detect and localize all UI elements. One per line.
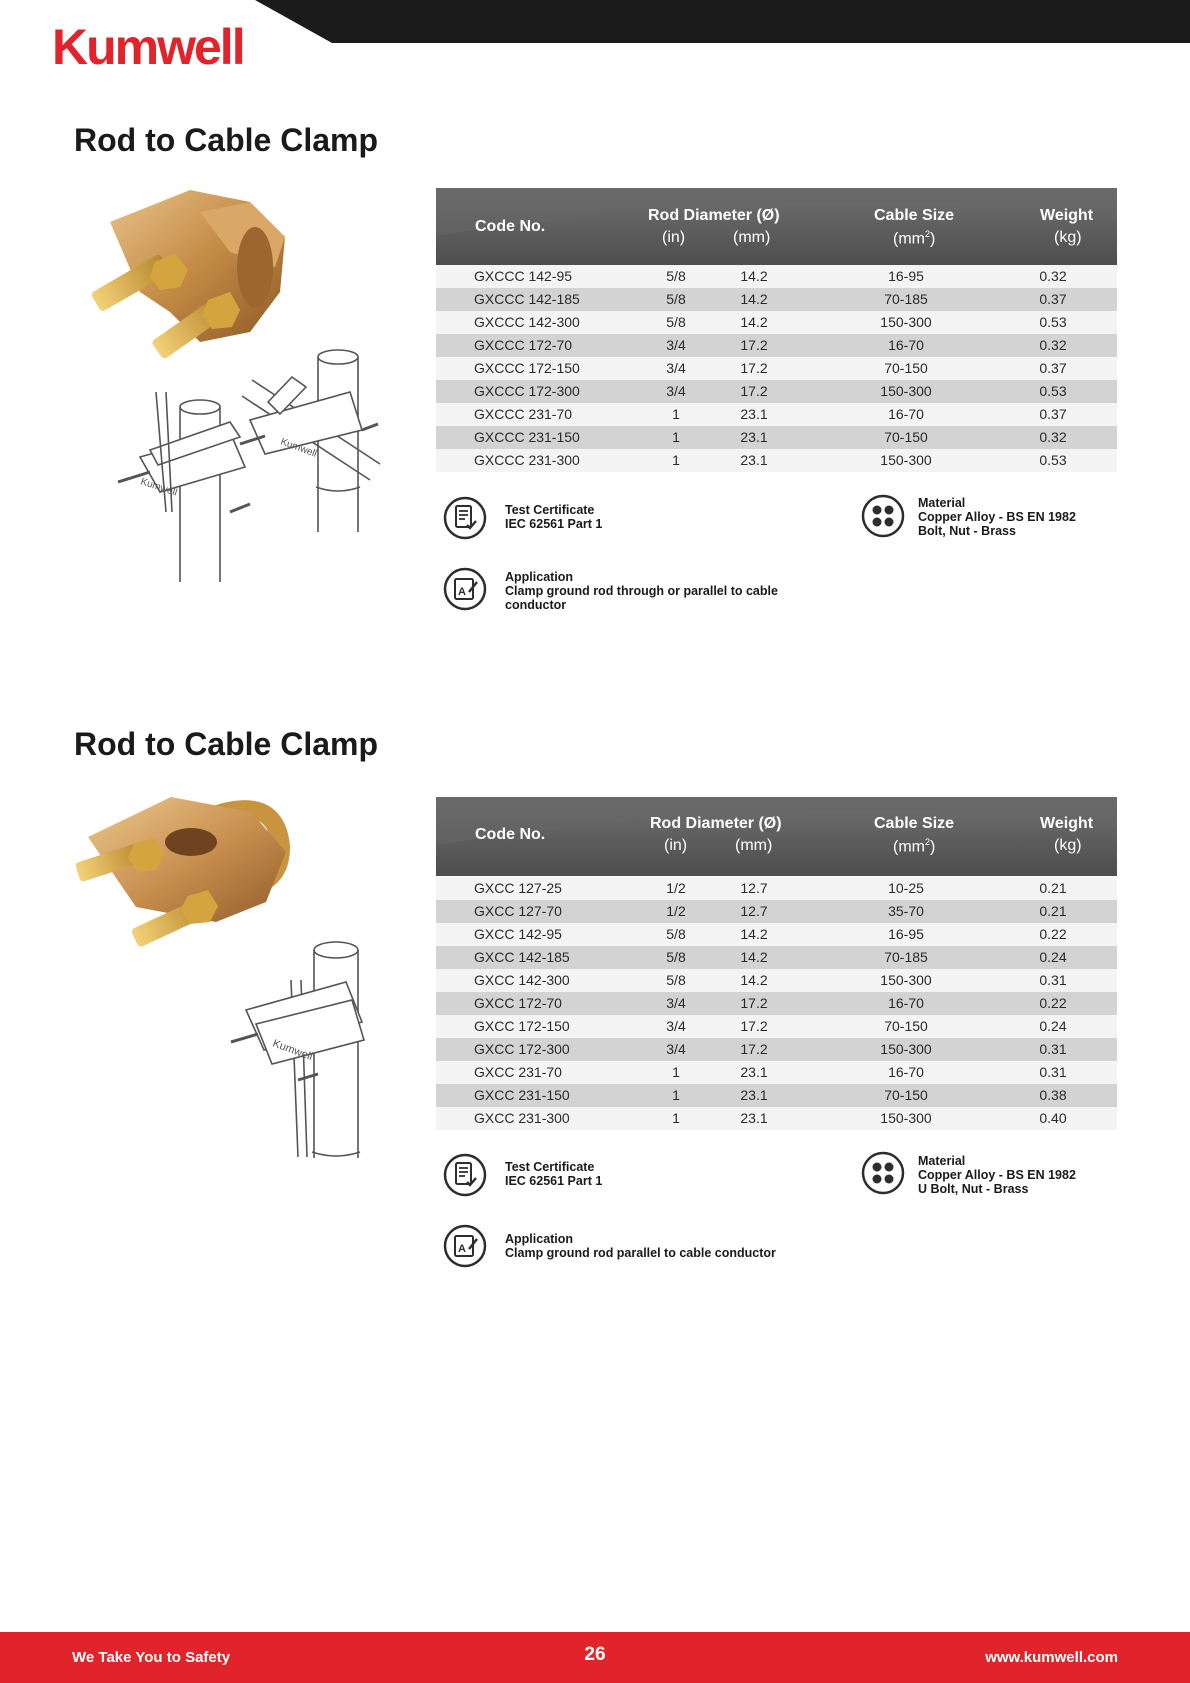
certificate-icon xyxy=(443,1153,487,1197)
cell-code: GXCCC 142-185 xyxy=(474,291,580,307)
cell-weight: 0.32 xyxy=(1039,429,1067,445)
svg-text:A: A xyxy=(458,586,466,598)
material-label: Material xyxy=(918,496,966,510)
cell-weight: 0.53 xyxy=(1039,383,1067,399)
cell-code: GXCCC 142-95 xyxy=(474,268,573,284)
application-line-1: Clamp ground rod parallel to cable conductor xyxy=(505,1246,776,1260)
cell-cable-size: 150-300 xyxy=(880,972,932,988)
cell-rod-mm: 14.2 xyxy=(740,972,768,988)
material-line-1: Copper Alloy - BS EN 1982 xyxy=(918,1168,1076,1182)
table-row xyxy=(436,403,1117,426)
rod-to-cable-clamp-illustration xyxy=(76,792,396,1172)
application-label: Application xyxy=(505,570,574,584)
cell-cable-size: 150-300 xyxy=(880,383,932,399)
certificate-label: Test Certificate xyxy=(505,503,595,517)
cell-weight: 0.32 xyxy=(1039,268,1067,284)
cell-rod-mm: 17.2 xyxy=(740,1018,768,1034)
application-line-2: conductor xyxy=(505,598,567,612)
table-row xyxy=(436,265,1117,288)
table-row xyxy=(436,946,1117,969)
cell-rod-mm: 23.1 xyxy=(740,1110,768,1126)
cell-weight: 0.38 xyxy=(1039,1087,1067,1103)
cell-weight: 0.53 xyxy=(1039,452,1067,468)
footer-tagline: We Take You to Safety xyxy=(72,1649,231,1666)
cell-cable-size: 70-150 xyxy=(884,429,928,445)
cell-code: GXCCC 231-70 xyxy=(474,406,573,422)
cell-weight: 0.21 xyxy=(1039,880,1067,896)
table-row xyxy=(436,311,1117,334)
cell-code: GXCC 142-185 xyxy=(474,949,570,965)
cell-weight: 0.53 xyxy=(1039,314,1067,330)
table-row xyxy=(436,900,1117,923)
cell-cable-size: 150-300 xyxy=(880,1110,932,1126)
cell-rod-mm: 23.1 xyxy=(740,406,768,422)
col-header-code: Code No. xyxy=(475,218,546,235)
cell-rod-in: 3/4 xyxy=(666,383,686,399)
cell-weight: 0.24 xyxy=(1039,949,1067,965)
cell-cable-size: 70-150 xyxy=(884,360,928,376)
cell-rod-mm: 14.2 xyxy=(740,268,768,284)
table-row xyxy=(436,334,1117,357)
table-row xyxy=(436,288,1117,311)
cell-weight: 0.40 xyxy=(1039,1110,1067,1126)
cell-rod-mm: 23.1 xyxy=(740,429,768,445)
section-title: Rod to Cable Clamp xyxy=(74,726,379,762)
col-header-rod-mm: (mm) xyxy=(735,837,773,854)
material-block xyxy=(918,496,1076,538)
cell-cable-size: 10-25 xyxy=(888,880,924,896)
cell-rod-mm: 14.2 xyxy=(740,314,768,330)
cell-rod-mm: 17.2 xyxy=(740,995,768,1011)
cell-weight: 0.22 xyxy=(1039,995,1067,1011)
illustration-brand-text: Kumwell xyxy=(278,436,319,460)
cell-code: GXCCC 231-300 xyxy=(474,452,580,468)
col-header-rod-mm: (mm) xyxy=(733,229,771,246)
cell-cable-size: 150-300 xyxy=(880,1041,932,1057)
col-header-cable-size: Cable Size xyxy=(874,207,955,224)
table-row xyxy=(436,449,1117,472)
application-block xyxy=(505,570,778,612)
cell-weight: 0.37 xyxy=(1039,360,1067,376)
cell-rod-in: 1 xyxy=(672,429,680,445)
spec-table-header xyxy=(436,797,1117,876)
cell-code: GXCCC 172-300 xyxy=(474,383,580,399)
material-icon xyxy=(861,1151,905,1195)
col-header-rod-in: (in) xyxy=(664,837,688,854)
cell-rod-in: 1/2 xyxy=(666,903,686,919)
cell-rod-in: 1/2 xyxy=(666,880,686,896)
cell-cable-size: 70-150 xyxy=(884,1087,928,1103)
cell-rod-mm: 17.2 xyxy=(740,337,768,353)
table-row xyxy=(436,877,1117,900)
cell-rod-in: 1 xyxy=(672,452,680,468)
spec-table-header xyxy=(436,188,1117,267)
cell-rod-mm: 23.1 xyxy=(740,1064,768,1080)
certificate-label: Test Certificate xyxy=(505,1160,595,1174)
cell-cable-size: 16-70 xyxy=(888,337,924,353)
col-header-code: Code No. xyxy=(475,826,546,843)
table-row xyxy=(436,426,1117,449)
cell-rod-in: 5/8 xyxy=(666,949,686,965)
cell-rod-mm: 14.2 xyxy=(740,926,768,942)
col-header-weight: Weight xyxy=(1040,815,1094,832)
cell-cable-size: 16-70 xyxy=(888,1064,924,1080)
cell-weight: 0.31 xyxy=(1039,1064,1067,1080)
table-row xyxy=(436,1038,1117,1061)
material-line-2: U Bolt, Nut - Brass xyxy=(918,1182,1029,1196)
cell-rod-in: 5/8 xyxy=(666,972,686,988)
illustration-brand-text: Kumwell xyxy=(139,476,179,499)
col-header-rod-diameter: Rod Diameter (Ø) xyxy=(648,207,780,224)
cell-weight: 0.31 xyxy=(1039,1041,1067,1057)
application-line-1: Clamp ground rod through or parallel to cable xyxy=(505,584,778,598)
cell-weight: 0.37 xyxy=(1039,291,1067,307)
material-block xyxy=(918,1154,1076,1196)
col-header-rod-diameter: Rod Diameter (Ø) xyxy=(650,815,782,832)
table-row xyxy=(436,992,1117,1015)
cell-rod-mm: 12.7 xyxy=(740,903,768,919)
application-icon xyxy=(443,1224,487,1268)
cell-cable-size: 16-95 xyxy=(888,268,924,284)
cell-rod-in: 3/4 xyxy=(666,360,686,376)
col-header-weight-unit: (kg) xyxy=(1054,229,1082,246)
cell-rod-mm: 17.2 xyxy=(740,360,768,376)
section-title: Rod to Cable Clamp xyxy=(74,122,379,158)
cell-rod-in: 3/4 xyxy=(666,995,686,1011)
cell-rod-mm: 23.1 xyxy=(740,1087,768,1103)
cell-rod-in: 5/8 xyxy=(666,291,686,307)
cell-code: GXCC 172-150 xyxy=(474,1018,570,1034)
cell-weight: 0.22 xyxy=(1039,926,1067,942)
cell-rod-mm: 12.7 xyxy=(740,880,768,896)
material-line-1: Copper Alloy - BS EN 1982 xyxy=(918,510,1076,524)
cell-rod-mm: 14.2 xyxy=(740,949,768,965)
col-header-cable-size: Cable Size xyxy=(874,815,955,832)
spec-table-body xyxy=(436,877,1117,1130)
table-row xyxy=(436,380,1117,403)
cell-cable-size: 70-185 xyxy=(884,291,928,307)
table-row xyxy=(436,1107,1117,1130)
cell-cable-size: 16-70 xyxy=(888,995,924,1011)
cell-code: GXCCC 231-150 xyxy=(474,429,580,445)
test-certificate-block xyxy=(505,1160,602,1188)
cell-rod-mm: 23.1 xyxy=(740,452,768,468)
table-row xyxy=(436,923,1117,946)
cell-rod-in: 1 xyxy=(672,406,680,422)
cell-rod-in: 3/4 xyxy=(666,1018,686,1034)
cell-weight: 0.37 xyxy=(1039,406,1067,422)
certificate-value: IEC 62561 Part 1 xyxy=(505,1174,603,1188)
cell-code: GXCCC 172-150 xyxy=(474,360,580,376)
cell-code: GXCC 142-95 xyxy=(474,926,562,942)
cell-rod-in: 1 xyxy=(672,1110,680,1126)
col-header-cable-unit: $(mm^2)$ xyxy=(893,837,936,856)
cell-weight: 0.24 xyxy=(1039,1018,1067,1034)
cell-cable-size: 70-185 xyxy=(884,949,928,965)
cell-cable-size: 16-95 xyxy=(888,926,924,942)
cell-code: GXCC 127-25 xyxy=(474,880,562,896)
material-line-2: Bolt, Nut - Brass xyxy=(918,524,1016,538)
col-header-weight-unit: (kg) xyxy=(1054,837,1082,854)
certificate-icon xyxy=(443,496,487,540)
cell-rod-in: 5/8 xyxy=(666,268,686,284)
table-row xyxy=(436,1084,1117,1107)
cell-rod-mm: 17.2 xyxy=(740,1041,768,1057)
cell-rod-in: 1 xyxy=(672,1064,680,1080)
cell-code: GXCC 172-70 xyxy=(474,995,562,1011)
cell-cable-size: 16-70 xyxy=(888,406,924,422)
cell-rod-in: 5/8 xyxy=(666,926,686,942)
table-row xyxy=(436,357,1117,380)
cell-code: GXCC 231-300 xyxy=(474,1110,570,1126)
cell-code: GXCCC 142-300 xyxy=(474,314,580,330)
cell-code: GXCC 127-70 xyxy=(474,903,562,919)
svg-text:A: A xyxy=(458,1243,466,1255)
test-certificate-block xyxy=(505,503,602,531)
cell-cable-size: 35-70 xyxy=(888,903,924,919)
cell-code: GXCC 231-150 xyxy=(474,1087,570,1103)
cell-cable-size: 150-300 xyxy=(880,314,932,330)
cell-code: GXCC 142-300 xyxy=(474,972,570,988)
cell-weight: 0.31 xyxy=(1039,972,1067,988)
cell-weight: 0.21 xyxy=(1039,903,1067,919)
illustration-brand-text: Kumwell xyxy=(270,1037,315,1064)
cell-code: GXCCC 172-70 xyxy=(474,337,573,353)
application-block xyxy=(505,1232,776,1260)
footer-website-link[interactable]: www.kumwell.com xyxy=(985,1649,1118,1666)
material-icon xyxy=(861,494,905,538)
col-header-weight: Weight xyxy=(1040,207,1094,224)
application-label: Application xyxy=(505,1232,574,1246)
rod-to-cable-clamp-illustration xyxy=(80,182,400,592)
cell-rod-in: 3/4 xyxy=(666,337,686,353)
cell-rod-in: 3/4 xyxy=(666,1041,686,1057)
col-header-rod-in: (in) xyxy=(662,229,686,246)
col-header-cable-unit: $(mm^2)$ xyxy=(893,229,936,248)
table-row xyxy=(436,1061,1117,1084)
cell-cable-size: 70-150 xyxy=(884,1018,928,1034)
footer-bar xyxy=(0,1632,1190,1683)
spec-table-body xyxy=(436,265,1117,472)
cell-code: GXCC 231-70 xyxy=(474,1064,562,1080)
kumwell-logo[interactable]: Kumwell xyxy=(52,19,244,75)
cell-weight: 0.32 xyxy=(1039,337,1067,353)
page-number: 26 xyxy=(584,1644,606,1665)
table-row xyxy=(436,1015,1117,1038)
material-label: Material xyxy=(918,1154,966,1168)
cell-cable-size: 150-300 xyxy=(880,452,932,468)
cell-rod-mm: 17.2 xyxy=(740,383,768,399)
application-icon xyxy=(443,567,487,611)
certificate-value: IEC 62561 Part 1 xyxy=(505,517,603,531)
cell-code: GXCC 172-300 xyxy=(474,1041,570,1057)
cell-rod-mm: 14.2 xyxy=(740,291,768,307)
cell-rod-in: 1 xyxy=(672,1087,680,1103)
cell-rod-in: 5/8 xyxy=(666,314,686,330)
table-row xyxy=(436,969,1117,992)
